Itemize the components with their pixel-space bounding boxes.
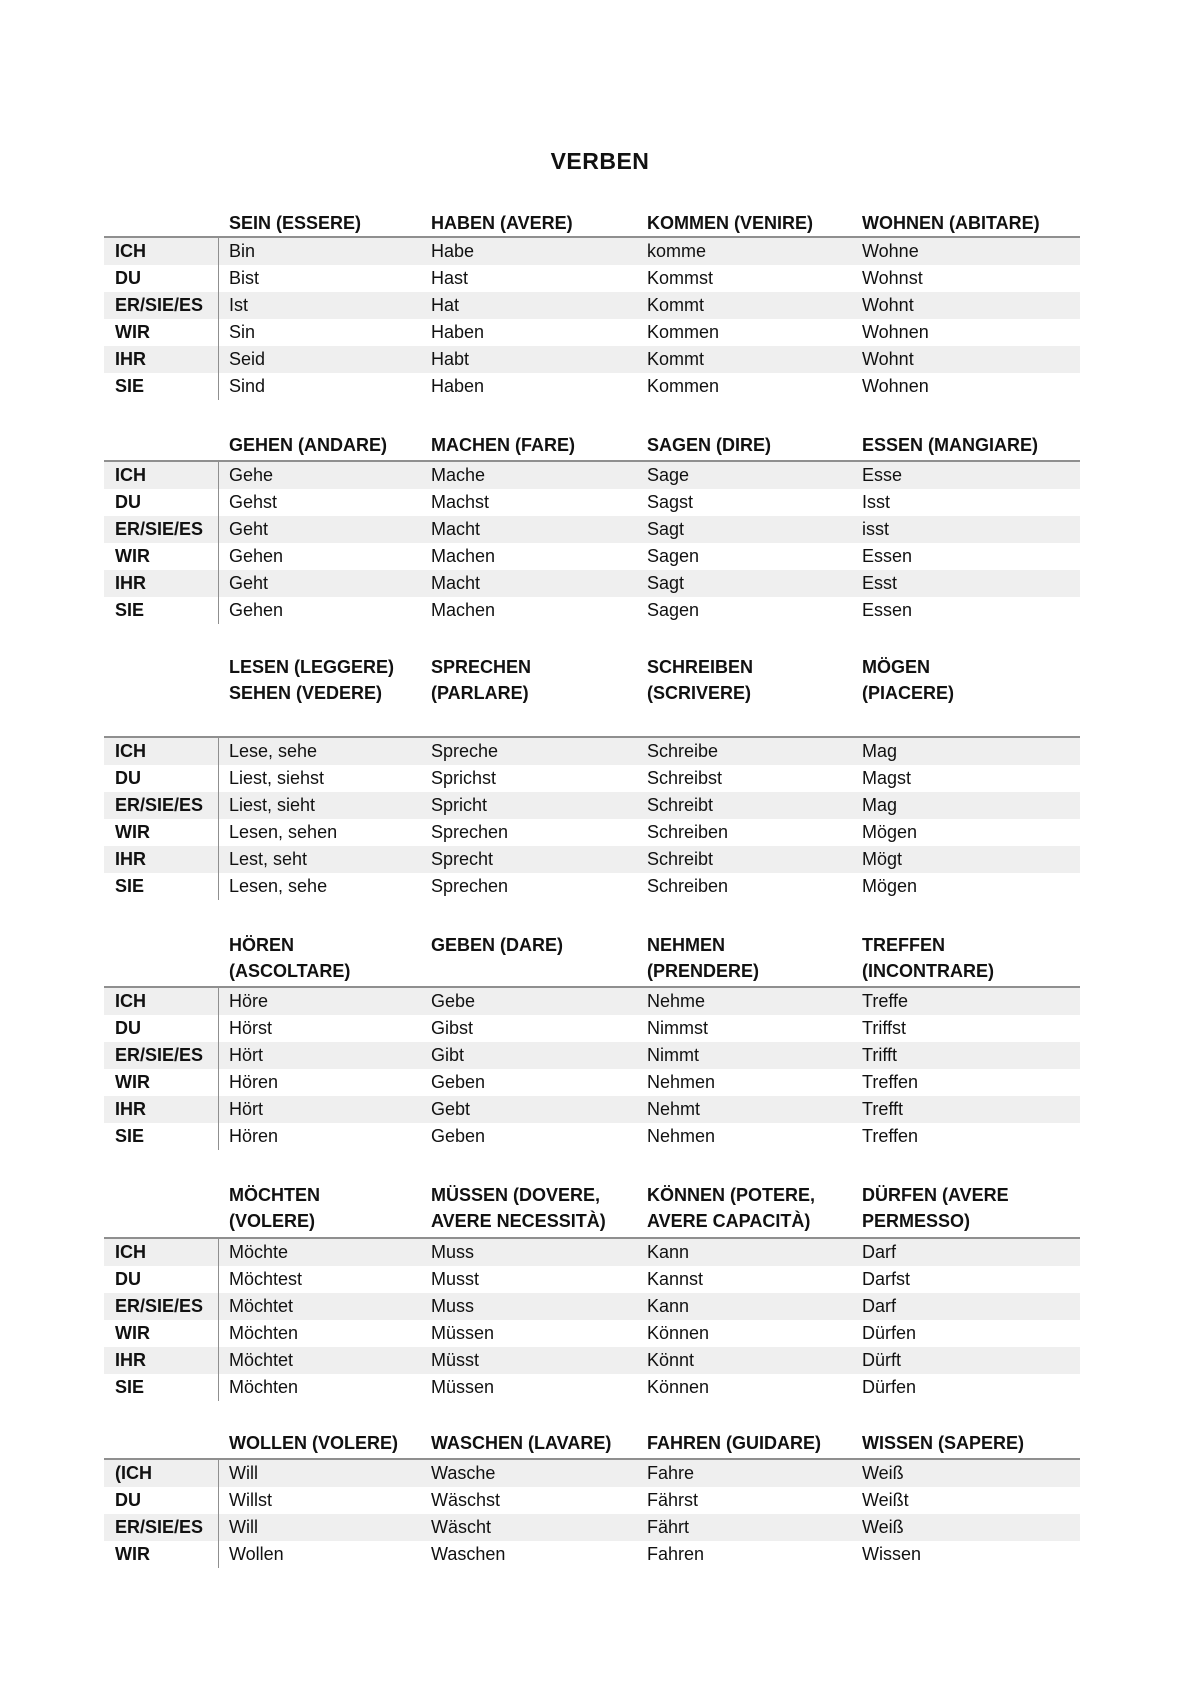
conjugation-cell: Isst: [862, 492, 891, 512]
table-row: [104, 1266, 1080, 1293]
conjugation-cell: Sprechen: [431, 822, 509, 842]
conjugation-cell: Seid: [229, 349, 266, 369]
conjugation-cell: Treffe: [862, 991, 909, 1011]
pronoun-cell: ER/SIE/ES: [115, 795, 204, 815]
conjugation-cell: Hört: [229, 1099, 264, 1119]
pronoun-cell: IHR: [115, 1099, 146, 1119]
conjugation-cell: Habt: [431, 349, 470, 369]
conjugation-cell: Sage: [647, 465, 690, 485]
verb-header: SCHREIBEN (SCRIVERE): [647, 657, 754, 703]
conjugation-cell: Gibt: [431, 1045, 465, 1065]
conjugation-cell: Gebe: [431, 991, 476, 1011]
conjugation-cell: Weiß: [862, 1517, 904, 1537]
table-row: [104, 846, 1080, 873]
pronoun-cell: SIE: [115, 600, 145, 620]
table-row: [104, 238, 1080, 265]
verb-header: LESEN (LEGGERE) SEHEN (VEDERE): [229, 657, 395, 703]
table-row: [104, 516, 1080, 543]
pronoun-cell: DU: [115, 1018, 141, 1038]
table-row: [104, 738, 1080, 765]
pronoun-cell: SIE: [115, 376, 145, 396]
conjugation-cell: Möchte: [229, 1242, 289, 1262]
conjugation-cell: Gehst: [229, 492, 278, 512]
conjugation-cell: Habe: [431, 241, 475, 261]
table-row: [104, 543, 1080, 570]
table-row: [104, 1320, 1080, 1347]
conjugation-cell: Fahre: [647, 1463, 695, 1483]
conjugation-cell: Sind: [229, 376, 266, 396]
conjugation-cell: Hast: [431, 268, 469, 288]
conjugation-cell: Nehmen: [647, 1126, 716, 1146]
conjugation-cell: Dürft: [862, 1350, 902, 1370]
verb-header: HABEN (AVERE): [431, 213, 573, 233]
verb-table: [104, 1430, 1080, 1568]
conjugation-cell: Wohnt: [862, 349, 914, 369]
conjugation-cell: Gehen: [229, 546, 284, 566]
pronoun-cell: ER/SIE/ES: [115, 519, 204, 539]
table-row: [104, 1096, 1080, 1123]
verb-header: WOHNEN (ABITARE): [862, 213, 1040, 233]
conjugation-cell: Kommt: [647, 295, 705, 315]
conjugation-cell: Mache: [431, 465, 486, 485]
page-title: VERBEN: [550, 148, 650, 174]
conjugation-cell: Nimmst: [647, 1018, 708, 1038]
pronoun-cell: SIE: [115, 1126, 145, 1146]
conjugation-cell: Wohnen: [862, 322, 929, 342]
conjugation-cell: Können: [647, 1323, 710, 1343]
pronoun-cell: WIR: [115, 1544, 150, 1564]
verb-table: [104, 432, 1080, 624]
conjugation-cell: Macht: [431, 519, 481, 539]
verb-header: GEHEN (ANDARE): [229, 435, 388, 455]
conjugation-cell: Kannst: [647, 1269, 704, 1289]
verb-header: WOLLEN (VOLERE): [229, 1433, 398, 1453]
conjugation-cell: Bin: [229, 241, 256, 261]
conjugation-cell: Essen: [862, 546, 913, 566]
verb-table-header: [104, 1430, 1080, 1460]
table-row: [104, 1514, 1080, 1541]
table-row: [104, 319, 1080, 346]
pronoun-cell: IHR: [115, 1350, 146, 1370]
conjugation-cell: Liest, siehst: [229, 768, 325, 788]
conjugation-cell: Möchtet: [229, 1296, 294, 1316]
conjugation-cell: Treffen: [862, 1126, 919, 1146]
conjugation-cell: Macht: [431, 573, 481, 593]
conjugation-cell: Sprechen: [431, 876, 509, 896]
pronoun-cell: IHR: [115, 349, 146, 369]
conjugation-cell: Schreiben: [647, 822, 729, 842]
conjugation-cell: Schreiben: [647, 876, 729, 896]
verb-header: MACHEN (FARE): [431, 435, 575, 455]
pronoun-cell: DU: [115, 268, 141, 288]
conjugation-cell: Wohnen: [862, 376, 929, 396]
verb-table: [104, 210, 1080, 400]
conjugation-cell: Könnt: [647, 1350, 695, 1370]
conjugation-cell: Mögen: [862, 876, 918, 896]
table-row: [104, 1042, 1080, 1069]
conjugation-cell: Sagst: [647, 492, 694, 512]
pronoun-cell: DU: [115, 1269, 141, 1289]
pronoun-cell: WIR: [115, 322, 150, 342]
table-row: [104, 1015, 1080, 1042]
table-row: [104, 765, 1080, 792]
conjugation-cell: Kommt: [647, 349, 705, 369]
conjugation-cell: Sagen: [647, 600, 700, 620]
verb-header: WASCHEN (LAVARE): [431, 1433, 612, 1453]
verb-table-header: [104, 932, 1080, 988]
conjugation-cell: Kann: [647, 1242, 690, 1262]
conjugation-cell: Möchten: [229, 1323, 299, 1343]
conjugation-cell: Schreibe: [647, 741, 719, 761]
conjugation-cell: Trifft: [862, 1045, 897, 1065]
verb-header: KÖNNEN (POTERE, AVERE CAPACITÀ): [647, 1185, 816, 1231]
conjugation-cell: Musst: [431, 1269, 480, 1289]
conjugation-cell: Müsst: [431, 1350, 480, 1370]
conjugation-cell: Mögen: [862, 822, 918, 842]
column-divider: [218, 1239, 219, 1401]
conjugation-cell: Ist: [229, 295, 249, 315]
conjugation-cell: Machen: [431, 600, 496, 620]
conjugation-cell: Geht: [229, 519, 269, 539]
conjugation-cell: Esse: [862, 465, 903, 485]
conjugation-cell: Magst: [862, 768, 912, 788]
conjugation-cell: Kommst: [647, 268, 714, 288]
verb-header: TREFFEN (INCONTRARE): [862, 935, 994, 981]
conjugation-cell: Wollen: [229, 1544, 284, 1564]
conjugation-cell: Spricht: [431, 795, 488, 815]
conjugation-cell: komme: [647, 241, 707, 261]
conjugation-cell: Kommen: [647, 322, 720, 342]
table-row: [104, 819, 1080, 846]
table-row: [104, 792, 1080, 819]
conjugation-cell: Mögt: [862, 849, 903, 869]
conjugation-cell: isst: [862, 519, 889, 539]
conjugation-cell: Muss: [431, 1296, 475, 1316]
table-row: [104, 489, 1080, 516]
table-row: [104, 1347, 1080, 1374]
pronoun-cell: DU: [115, 1490, 141, 1510]
table-row: [104, 1239, 1080, 1266]
conjugation-cell: Wäscht: [431, 1517, 492, 1537]
conjugation-cell: Höre: [229, 991, 269, 1011]
table-row: [104, 265, 1080, 292]
conjugation-cell: Wohnt: [862, 295, 914, 315]
conjugation-cell: Müssen: [431, 1377, 495, 1397]
conjugation-cell: Essen: [862, 600, 913, 620]
verb-header: KOMMEN (VENIRE): [647, 213, 813, 233]
pronoun-cell: ER/SIE/ES: [115, 1045, 204, 1065]
pronoun-cell: WIR: [115, 1072, 150, 1092]
column-divider: [218, 238, 219, 400]
table-row: [104, 1460, 1080, 1487]
conjugation-cell: Haben: [431, 322, 485, 342]
conjugation-cell: Weiß: [862, 1463, 904, 1483]
table-row: [104, 1487, 1080, 1514]
conjugation-cell: Treffen: [862, 1072, 919, 1092]
conjugation-cell: Müssen: [431, 1323, 495, 1343]
conjugation-cell: Kann: [647, 1296, 690, 1316]
conjugation-cell: Muss: [431, 1242, 475, 1262]
conjugation-cell: Möchtest: [229, 1269, 303, 1289]
conjugation-cell: Hörst: [229, 1018, 273, 1038]
conjugation-cell: Darf: [862, 1296, 897, 1316]
conjugation-cell: Will: [229, 1517, 258, 1537]
table-row: [104, 373, 1080, 400]
conjugation-cell: Nehmt: [647, 1099, 701, 1119]
conjugation-cell: Fährt: [647, 1517, 690, 1537]
table-row: [104, 1069, 1080, 1096]
table-row: [104, 462, 1080, 489]
verb-header: SPRECHEN (PARLARE): [431, 657, 532, 703]
conjugation-cell: Spreche: [431, 741, 499, 761]
table-row: [104, 292, 1080, 319]
verb-table: [104, 932, 1080, 1150]
conjugation-cell: Geben: [431, 1126, 486, 1146]
pronoun-cell: ICH: [115, 1242, 146, 1262]
verb-header: GEBEN (DARE): [431, 935, 564, 955]
table-row: [104, 1374, 1080, 1401]
conjugation-cell: Esst: [862, 573, 898, 593]
conjugation-cell: Lesen, sehen: [229, 822, 338, 842]
pronoun-cell: SIE: [115, 876, 145, 896]
conjugation-cell: Schreibt: [647, 849, 714, 869]
conjugation-cell: Fahren: [647, 1544, 705, 1564]
verb-table-header: [104, 432, 1080, 462]
conjugation-cell: Sagt: [647, 519, 685, 539]
pronoun-cell: ICH: [115, 465, 146, 485]
table-row: [104, 873, 1080, 900]
verb-table-header: [104, 210, 1080, 238]
conjugation-cell: Liest, sieht: [229, 795, 316, 815]
conjugation-cell: Hören: [229, 1126, 279, 1146]
conjugation-cell: Dürfen: [862, 1323, 917, 1343]
verb-header: SAGEN (DIRE): [647, 435, 772, 455]
conjugation-cell: Trefft: [862, 1099, 904, 1119]
conjugation-cell: Gebt: [431, 1099, 471, 1119]
conjugation-cell: Möchtet: [229, 1350, 294, 1370]
conjugation-cell: Nimmt: [647, 1045, 699, 1065]
conjugation-cell: Lest, seht: [229, 849, 308, 869]
conjugation-cell: Mag: [862, 795, 898, 815]
conjugation-cell: Kommen: [647, 376, 720, 396]
conjugation-cell: Haben: [431, 376, 485, 396]
table-row: [104, 346, 1080, 373]
conjugation-cell: Schreibt: [647, 795, 714, 815]
conjugation-cell: Fährst: [647, 1490, 699, 1510]
pronoun-cell: ER/SIE/ES: [115, 1517, 204, 1537]
conjugation-cell: Lese, sehe: [229, 741, 318, 761]
pronoun-cell: DU: [115, 492, 141, 512]
conjugation-cell: Hört: [229, 1045, 264, 1065]
conjugation-cell: Nehmen: [647, 1072, 716, 1092]
conjugation-cell: Darf: [862, 1242, 897, 1262]
conjugation-cell: Wissen: [862, 1544, 922, 1564]
table-row: [104, 1541, 1080, 1568]
conjugation-cell: Mag: [862, 741, 898, 761]
column-divider: [218, 738, 219, 900]
conjugation-cell: Gehen: [229, 600, 284, 620]
conjugation-cell: Triffst: [862, 1018, 906, 1038]
pronoun-cell: ICH: [115, 241, 146, 261]
column-divider: [218, 1460, 219, 1568]
conjugation-cell: Dürfen: [862, 1377, 917, 1397]
pronoun-cell: SIE: [115, 1377, 145, 1397]
pronoun-cell: WIR: [115, 1323, 150, 1343]
conjugation-cell: Sin: [229, 322, 256, 342]
verb-header: FAHREN (GUIDARE): [647, 1433, 821, 1453]
conjugation-cell: Willst: [229, 1490, 272, 1510]
pronoun-cell: ICH: [115, 991, 146, 1011]
table-row: [104, 988, 1080, 1015]
conjugation-cell: Geht: [229, 573, 269, 593]
table-row: [104, 597, 1080, 624]
verb-header: MÖGEN (PIACERE): [862, 657, 955, 703]
conjugation-cell: Weißt: [862, 1490, 909, 1510]
conjugation-cell: Gehe: [229, 465, 274, 485]
conjugation-cell: Will: [229, 1463, 258, 1483]
verb-header: DÜRFEN (AVERE PERMESSO): [862, 1185, 1009, 1231]
table-row: [104, 1293, 1080, 1320]
pronoun-cell: ICH: [115, 741, 146, 761]
conjugation-cell: Waschen: [431, 1544, 506, 1564]
verb-table-header: [104, 1182, 1080, 1239]
verb-table-header: [104, 654, 1080, 738]
conjugation-cell: Nehme: [647, 991, 706, 1011]
conjugation-cell: Gibst: [431, 1018, 474, 1038]
conjugation-cell: Sagt: [647, 573, 685, 593]
conjugation-cell: Sagen: [647, 546, 700, 566]
conjugation-cell: Geben: [431, 1072, 486, 1092]
pronoun-cell: (ICH: [115, 1463, 152, 1483]
pronoun-cell: WIR: [115, 822, 150, 842]
verb-header: MÖCHTEN (VOLERE): [229, 1185, 320, 1231]
verb-header: WISSEN (SAPERE): [862, 1433, 1025, 1453]
column-divider: [218, 988, 219, 1150]
conjugation-cell: Hören: [229, 1072, 279, 1092]
verb-header: NEHMEN (PRENDERE): [647, 935, 760, 981]
pronoun-cell: ER/SIE/ES: [115, 1296, 204, 1316]
verb-header: HÖREN (ASCOLTARE): [229, 935, 351, 981]
conjugation-cell: Darfst: [862, 1269, 911, 1289]
pronoun-cell: IHR: [115, 849, 146, 869]
verb-header: ESSEN (MANGIARE): [862, 435, 1039, 455]
verb-table: [104, 654, 1080, 900]
conjugation-cell: Sprecht: [431, 849, 494, 869]
table-row: [104, 570, 1080, 597]
pronoun-cell: DU: [115, 768, 141, 788]
conjugation-cell: Wasche: [431, 1463, 496, 1483]
conjugation-cell: Wohnst: [862, 268, 923, 288]
pronoun-cell: IHR: [115, 573, 146, 593]
conjugation-cell: Wäschst: [431, 1490, 501, 1510]
conjugation-cell: Bist: [229, 268, 260, 288]
pronoun-cell: WIR: [115, 546, 150, 566]
conjugation-cell: Machen: [431, 546, 496, 566]
conjugation-cell: Können: [647, 1377, 710, 1397]
pronoun-cell: ER/SIE/ES: [115, 295, 204, 315]
conjugation-cell: Schreibst: [647, 768, 723, 788]
column-divider: [218, 462, 219, 624]
conjugation-cell: Möchten: [229, 1377, 299, 1397]
conjugation-cell: Lesen, sehe: [229, 876, 328, 896]
verb-table: [104, 1182, 1080, 1401]
verb-header: SEIN (ESSERE): [229, 213, 362, 233]
table-row: [104, 1123, 1080, 1150]
conjugation-cell: Wohne: [862, 241, 919, 261]
conjugation-cell: Hat: [431, 295, 460, 315]
verb-header: MÜSSEN (DOVERE, AVERE NECESSITÀ): [431, 1185, 606, 1231]
conjugation-cell: Machst: [431, 492, 490, 512]
conjugation-cell: Sprichst: [431, 768, 497, 788]
